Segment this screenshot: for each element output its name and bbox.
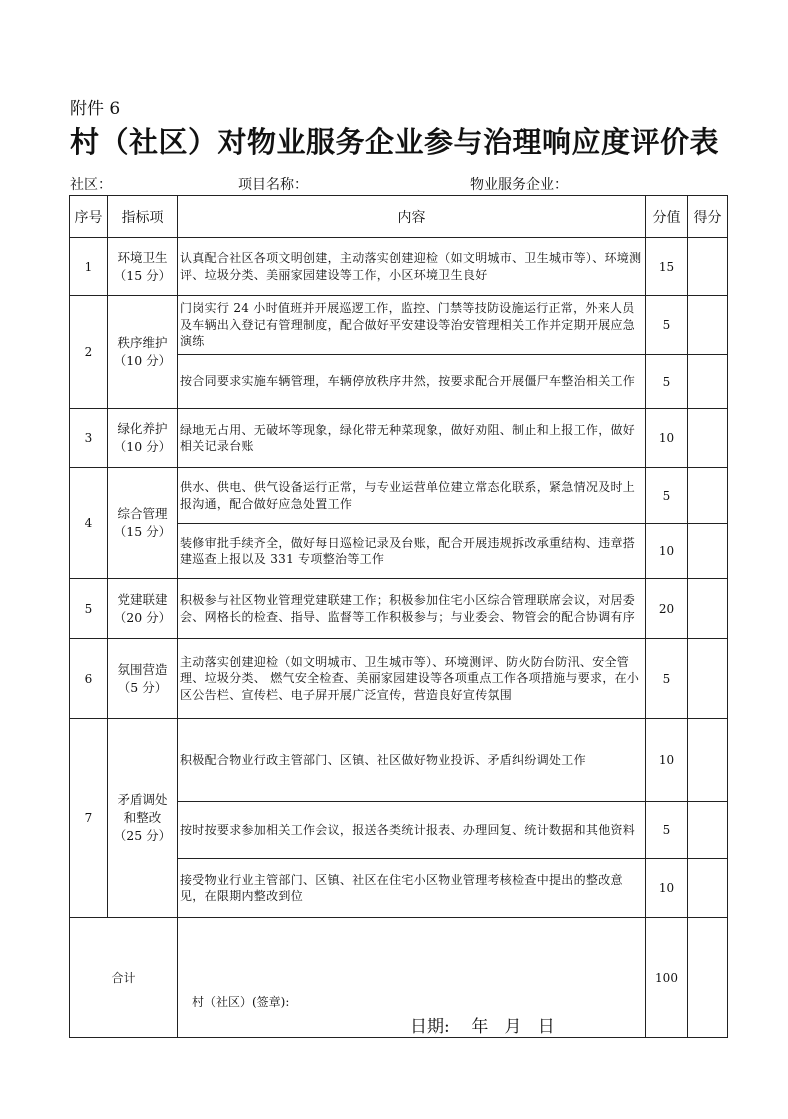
score-cell: 20 bbox=[646, 579, 688, 639]
total-row bbox=[70, 918, 728, 1038]
earned-cell[interactable] bbox=[688, 355, 728, 409]
indicator-cell bbox=[108, 468, 178, 579]
indicator-cell bbox=[108, 639, 178, 719]
content-cell: 积极参与社区物业管理党建联建工作；积极参加住宅小区综合管理联席会议，对居委会、网格长的检查、指导、监督等工作积极参与；与业委会、物管会的配合协调有序 bbox=[178, 579, 646, 639]
evaluation-table bbox=[69, 195, 728, 1038]
table-row bbox=[70, 468, 728, 524]
content-cell: 按时按要求参加相关工作会议，报送各类统计报表、办理回复、统计数据和其他资料 bbox=[178, 802, 646, 859]
header-indicator: 指标项 bbox=[108, 196, 178, 238]
indicator-name: 党建联建 bbox=[117, 591, 168, 607]
header-content: 内容 bbox=[178, 196, 646, 238]
indicator-points: （15 分） bbox=[113, 524, 172, 539]
content-cell: 供水、供电、供气设备运行正常，与专业运营单位建立常态化联系，紧急情况及时上报沟通，配合做好应急处置工作 bbox=[178, 468, 646, 524]
indicator-name: 绿化养护 bbox=[117, 421, 168, 436]
content-cell: 门岗实行 24 小时值班并开展巡逻工作，监控、门禁等技防设施运行正常，外来人员及车辆出入登记有管理制度，配合做好平安建设等治安管理相关工作并定期开展应急演练 bbox=[178, 296, 646, 355]
score-cell: 5 bbox=[646, 355, 688, 409]
earned-cell[interactable] bbox=[688, 296, 728, 355]
score-cell: 5 bbox=[646, 639, 688, 719]
earned-cell[interactable] bbox=[688, 238, 728, 296]
row-seq: 1 bbox=[70, 238, 108, 296]
indicator-name: 矛盾调处 bbox=[117, 792, 168, 807]
page-title: 村（社区）对物业服务企业参与治理响应度评价表 bbox=[70, 125, 720, 159]
earned-cell[interactable] bbox=[688, 409, 728, 468]
total-score: 100 bbox=[646, 918, 688, 1038]
table-row bbox=[70, 719, 728, 802]
content-cell: 积极配合物业行政主管部门、区镇、社区做好物业投诉、矛盾纠纷调处工作 bbox=[178, 719, 646, 802]
row-seq: 6 bbox=[70, 639, 108, 719]
signature-cell[interactable] bbox=[178, 918, 646, 1038]
table-header-row bbox=[70, 196, 728, 238]
property-company-label: 物业服务企业： bbox=[470, 177, 568, 193]
row-seq: 3 bbox=[70, 409, 108, 468]
earned-cell[interactable] bbox=[688, 859, 728, 918]
total-earned-cell[interactable] bbox=[688, 918, 728, 1038]
score-cell: 10 bbox=[646, 409, 688, 468]
community-label: 社区： bbox=[70, 177, 112, 193]
row-seq: 2 bbox=[70, 296, 108, 409]
earned-cell[interactable] bbox=[688, 639, 728, 719]
indicator-cell bbox=[108, 579, 178, 639]
table-row bbox=[70, 579, 728, 639]
header-seq: 序号 bbox=[70, 196, 108, 238]
score-cell: 15 bbox=[646, 238, 688, 296]
earned-cell[interactable] bbox=[688, 468, 728, 524]
date-label: 日期: 年 月 日 bbox=[410, 1017, 555, 1037]
indicator-cell bbox=[108, 296, 178, 409]
row-seq: 5 bbox=[70, 579, 108, 639]
project-name-label: 项目名称： bbox=[238, 177, 308, 193]
indicator-cell bbox=[108, 409, 178, 468]
indicator-name: 环境卫生 bbox=[117, 249, 168, 265]
header-score: 分值 bbox=[646, 196, 688, 238]
indicator-points: （15 分） bbox=[113, 267, 172, 283]
table-row bbox=[70, 639, 728, 719]
attachment-label: 附件 6 bbox=[70, 99, 121, 119]
earned-cell[interactable] bbox=[688, 719, 728, 802]
indicator-cell bbox=[108, 719, 178, 918]
earned-cell[interactable] bbox=[688, 802, 728, 859]
score-cell: 10 bbox=[646, 859, 688, 918]
indicator-name: 氛围营造 bbox=[117, 661, 168, 677]
indicator-points: （10 分） bbox=[113, 439, 172, 454]
score-cell: 10 bbox=[646, 719, 688, 802]
content-cell: 主动落实创建迎检（如文明城市、卫生城市等）、环境测评、防火防台防汛、安全管理、垃圾分类、 燃气安全检查、美丽家园建设等各项重点工作各项措施与要求，在小区公告栏、宣传栏、电子屏开展广泛宣传，营造良好宣传氛围 bbox=[178, 639, 646, 719]
earned-cell[interactable] bbox=[688, 579, 728, 639]
content-cell: 绿地无占用、无破坏等现象，绿化带无种菜现象，做好劝阻、制止和上报工作，做好相关记录台账 bbox=[178, 409, 646, 468]
indicator-points: （25 分） bbox=[113, 828, 172, 843]
indicator-name-line2: 和整改 bbox=[123, 810, 162, 825]
indicator-points: （20 分） bbox=[113, 609, 172, 625]
row-seq: 7 bbox=[70, 719, 108, 918]
content-cell: 认真配合社区各项文明创建，主动落实创建迎检（如文明城市、卫生城市等）、环境测评、垃圾分类、美丽家园建设等工作，小区环境卫生良好 bbox=[178, 238, 646, 296]
indicator-name: 综合管理 bbox=[117, 506, 168, 521]
score-cell: 5 bbox=[646, 296, 688, 355]
content-cell: 装修审批手续齐全，做好每日巡检记录及台账，配合开展违规拆改承重结构、违章搭建巡查上报以及 331 专项整治等工作 bbox=[178, 524, 646, 579]
row-seq: 4 bbox=[70, 468, 108, 579]
earned-cell[interactable] bbox=[688, 524, 728, 579]
table-row bbox=[70, 238, 728, 296]
score-cell: 5 bbox=[646, 802, 688, 859]
signature-label: 村（社区）(签章): bbox=[192, 995, 290, 1009]
indicator-name: 秩序维护 bbox=[117, 335, 168, 350]
total-label: 合计 bbox=[70, 918, 178, 1038]
table-row bbox=[70, 409, 728, 468]
score-cell: 5 bbox=[646, 468, 688, 524]
score-cell: 10 bbox=[646, 524, 688, 579]
content-cell: 接受物业行业主管部门、区镇、社区在住宅小区物业管理考核检查中提出的整改意见，在限期内整改到位 bbox=[178, 859, 646, 918]
content-cell: 按合同要求实施车辆管理，车辆停放秩序井然，按要求配合开展僵尸车整治相关工作 bbox=[178, 355, 646, 409]
indicator-cell bbox=[108, 238, 178, 296]
indicator-points: （5 分） bbox=[117, 679, 168, 695]
table-row bbox=[70, 296, 728, 355]
indicator-points: （10 分） bbox=[113, 353, 172, 368]
header-earned: 得分 bbox=[688, 196, 728, 238]
